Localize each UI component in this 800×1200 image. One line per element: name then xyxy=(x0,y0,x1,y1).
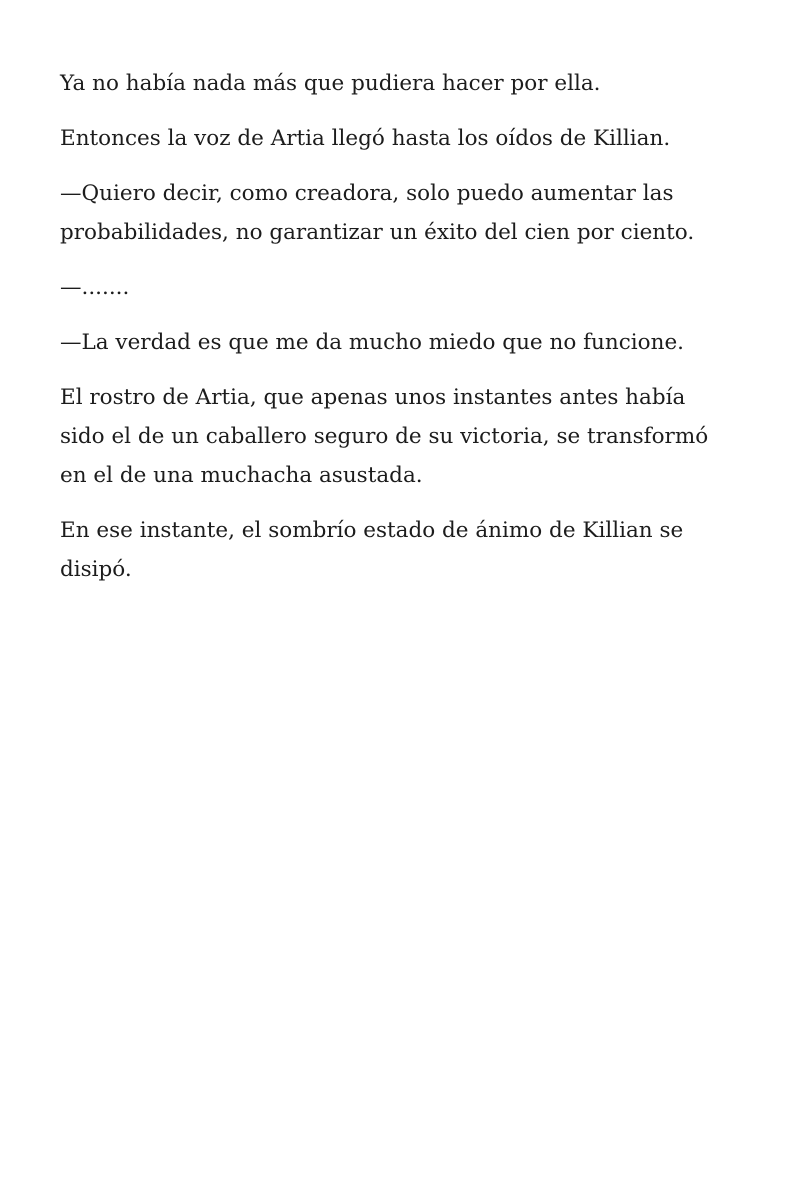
text-body xyxy=(60,64,740,605)
paragraph: —Quiero decir, como creadora, solo puedo aumentar las probabilidades, no garantizar un éxito del cien por ciento. xyxy=(60,181,695,245)
paragraph: —La verdad es que me da mucho miedo que no funcione. xyxy=(60,330,685,355)
paragraph: Entonces la voz de Artia llegó hasta los oídos de Killian. xyxy=(60,126,671,151)
paragraph: En ese instante, el sombrío estado de ánimo de Killian se disipó. xyxy=(60,518,684,582)
paragraph: —....... xyxy=(60,275,130,300)
paragraph: Ya no había nada más que pudiera hacer por ella. xyxy=(60,71,601,96)
paragraph: El rostro de Artia, que apenas unos instantes antes había sido el de un caballero seguro de su victoria, se transformó en el de una muchacha asustada. xyxy=(60,385,709,488)
